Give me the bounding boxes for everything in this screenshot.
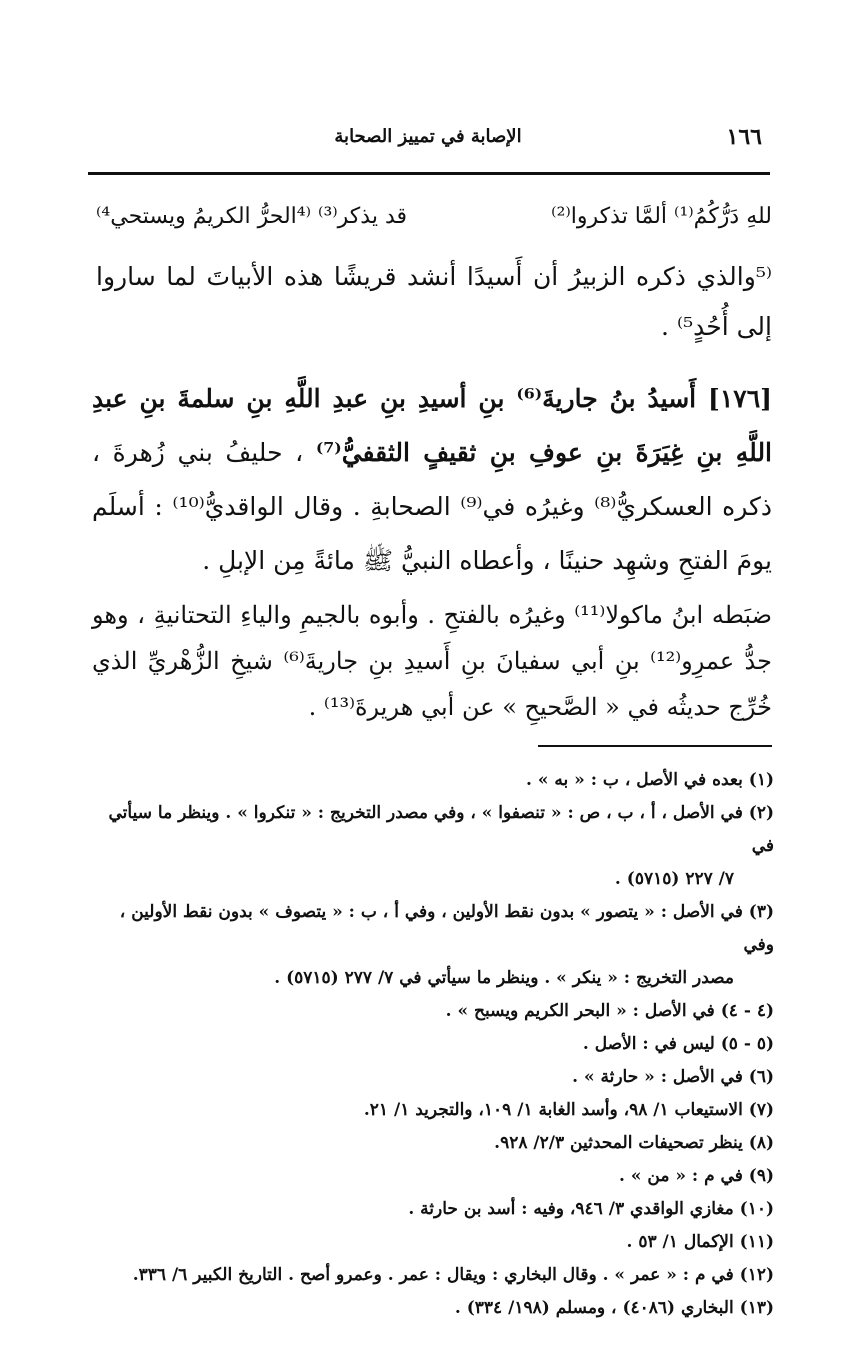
footnote-13: (١٣) البخاري (٤٠٨٦) ، ومسلم (١٩٨/ ٣٣٤) . bbox=[454, 1298, 774, 1318]
footnote-1: (١) بعده في الأصل ، ب : « به » . bbox=[526, 770, 774, 790]
page-header bbox=[88, 118, 768, 158]
footnote-2: (٢) في الأصل ، أ ، ب ، ص : « تنصفوا » ، وفي مصدر التخريج : « تنكروا » . وينظر ما سيأتي في bbox=[108, 803, 774, 856]
entry-body: ، حليفُ بني زُهرةَ ، ذكره العسكريُّ⁽⁸⁾ وغيرُه في⁽⁹⁾ الصحابةِ . وقال الواقديُّ⁽¹⁰⁾ : أسلَم يومَ الفتحِ وشهِد حنينًا ، وأعطاه النبيُّ ﷺ مائةً مِن الإبلِ . bbox=[92, 438, 773, 575]
footnote-6: (٦) في الأصل : « حارثة » . bbox=[572, 1067, 774, 1087]
footnote-3: (٣) في الأصل : « يتصور » بدون نقط الأولين ، وفي أ ، ب : « يتصوف » بدون نقط الأولين ، وفي bbox=[119, 902, 774, 955]
footnote-10: (١٠) مغازي الواقدي ٣/ ٩٤٦، وفيه : أسد بن حارثة . bbox=[408, 1199, 774, 1219]
footnote-divider bbox=[538, 745, 772, 747]
header-divider bbox=[88, 172, 770, 175]
page-number: ١٦٦ bbox=[726, 124, 762, 150]
verse-second-hemistich: قد يذكر⁽³⁾ ⁽⁴الحرُّ الكريمُ ويستحي⁴⁾ bbox=[96, 204, 408, 229]
footnote-3-continued: مصدر التخريج : « ينكر » . وينظر ما سيأتي في ٧/ ٢٧٧ (٥٧١٥) . bbox=[274, 968, 734, 988]
verse-first-hemistich: للهِ دَرُّكُمُ⁽¹⁾ ألمَّا تذكروا⁽²⁾ bbox=[551, 204, 772, 229]
paragraph-zubayr: ⁽⁵والذي ذكره الزبيرُ أن أَسيدًا أنشد قريشًا هذه الأبياتَ لما ساروا إلى أُحُدٍ⁵⁾ . bbox=[96, 262, 772, 341]
footnote-2-continued: ٧/ ٢٢٧ (٥٧١٥) . bbox=[614, 869, 734, 889]
footnote-7: (٧) الاستيعاب ١/ ٩٨، وأسد الغابة ١/ ١٠٩، والتجريد ١/ ٢١. bbox=[363, 1100, 774, 1120]
footnote-4: (٤ - ٤) في الأصل : « البحر الكريم ويسبح » . bbox=[445, 1001, 774, 1021]
footnote-11: (١١) الإكمال ١/ ٥٣ . bbox=[626, 1232, 774, 1252]
paragraph-makula: ضبَطه ابنُ ماكولا⁽¹¹⁾ وغيرُه بالفتحِ . وأبوه بالجيمِ والياءِ التحتانيةِ ، وهو جدُّ عمرِو⁽¹²⁾ بنِ أبي سفيانَ بنِ أَسيدِ بنِ جاريةَ⁽⁶⁾ شيخِ الزُّهْريِّ الذي خُرِّج حديثُه في « الصَّحيحِ » عن أبي هريرةَ⁽¹³⁾ . bbox=[92, 601, 773, 721]
poetry-verse bbox=[96, 196, 772, 248]
footnote-9: (٩) في م : « من » . bbox=[619, 1166, 774, 1186]
footnote-12: (١٢) في م : « عمر » . وقال البخاري : ويقال : عمر . وعمرو أصح . التاريخ الكبير ٦/ ٣٣٦. bbox=[132, 1265, 774, 1285]
running-title: الإصابة في تمييز الصحابة bbox=[334, 126, 522, 147]
entry-176 bbox=[92, 372, 772, 588]
footnotes bbox=[84, 764, 774, 1325]
footnote-8: (٨) ينظر تصحيفات المحدثين ٢/٣/ ٩٢٨. bbox=[494, 1133, 774, 1153]
entry-heading: [١٧٦] أَسيدُ بنُ جاريةَ⁽⁶⁾ بنِ أسيدِ بنِ عبدِ اللَّهِ بنِ سلمةَ بنِ عبدِ اللَّهِ بنِ غِيَرَةَ بنِ عوفِ بنِ ثقيفٍ الثقفيُّ⁽⁷⁾ bbox=[92, 384, 773, 467]
footnote-5: (٥ - ٥) ليس في : الأصل . bbox=[582, 1034, 774, 1054]
